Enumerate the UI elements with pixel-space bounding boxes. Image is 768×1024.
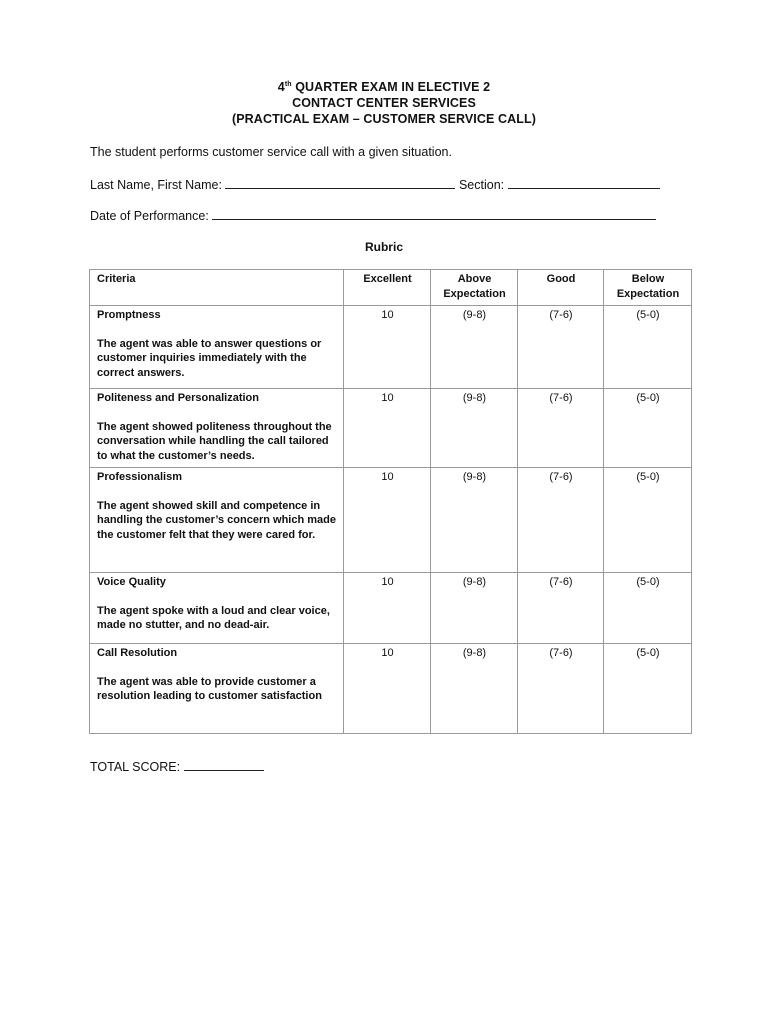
score-excellent: 10 bbox=[344, 389, 431, 468]
score-above-expectation: (9-8) bbox=[431, 573, 518, 644]
rubric-header-row bbox=[90, 270, 692, 306]
score-excellent: 10 bbox=[344, 573, 431, 644]
criteria-description: The agent was able to provide customer a resolution leading to customer satisfaction bbox=[97, 675, 322, 702]
criteria-cell bbox=[90, 573, 344, 644]
score-below-expectation: (5-0) bbox=[604, 573, 692, 644]
rubric-table bbox=[89, 269, 692, 734]
criteria-name: Call Resolution bbox=[97, 647, 178, 659]
score-below-expectation: (5-0) bbox=[604, 389, 692, 468]
table-row bbox=[90, 644, 692, 734]
criteria-cell bbox=[90, 644, 344, 734]
criteria-cell bbox=[90, 389, 344, 468]
criteria-description: The agent showed skill and competence in handling the customer’s concern which made the customer felt that they were cared for. bbox=[97, 499, 336, 541]
score-below-expectation: (5-0) bbox=[604, 644, 692, 734]
score-excellent: 10 bbox=[344, 306, 431, 389]
criteria-name: Professionalism bbox=[97, 471, 182, 483]
score-above-expectation: (9-8) bbox=[431, 389, 518, 468]
course-title: CONTACT CENTER SERVICES bbox=[292, 96, 476, 110]
name-blank[interactable] bbox=[225, 177, 455, 189]
exam-title-rest: QUARTER EXAM IN ELECTIVE 2 bbox=[291, 80, 491, 94]
total-score-blank[interactable] bbox=[184, 759, 264, 771]
header-above-expectation: Above Expectation bbox=[431, 270, 518, 306]
score-good: (7-6) bbox=[518, 468, 604, 573]
exam-title bbox=[0, 80, 768, 94]
score-excellent: 10 bbox=[344, 468, 431, 573]
score-below-expectation: (5-0) bbox=[604, 468, 692, 573]
criteria-description: The agent showed politeness throughout the conversation while handling the call tailored to what the customer’s needs. bbox=[97, 420, 332, 462]
criteria-description: The agent spoke with a loud and clear voice, made no stutter, and no dead-air. bbox=[97, 604, 330, 631]
section-blank[interactable] bbox=[508, 177, 660, 189]
exam-title-number: 4 bbox=[277, 80, 285, 94]
exam-subtitle: (PRACTICAL EXAM – CUSTOMER SERVICE CALL) bbox=[231, 112, 537, 126]
total-score-label: TOTAL SCORE: bbox=[90, 760, 181, 774]
name-label: Last Name, First Name: bbox=[90, 178, 222, 192]
header-below-expectation: Below Expectation bbox=[604, 270, 692, 306]
header-criteria: Criteria bbox=[90, 270, 344, 306]
date-label: Date of Performance: bbox=[90, 209, 209, 223]
header-good: Good bbox=[518, 270, 604, 306]
rubric-title: Rubric bbox=[364, 240, 403, 254]
criteria-name: Voice Quality bbox=[97, 576, 166, 588]
section-label: Section: bbox=[458, 178, 505, 192]
table-row bbox=[90, 573, 692, 644]
score-above-expectation: (9-8) bbox=[431, 468, 518, 573]
score-above-expectation: (9-8) bbox=[431, 644, 518, 734]
score-good: (7-6) bbox=[518, 573, 604, 644]
criteria-name: Politeness and Personalization bbox=[97, 392, 259, 404]
total-score-line bbox=[90, 759, 264, 774]
date-line bbox=[90, 208, 656, 223]
score-good: (7-6) bbox=[518, 644, 604, 734]
criteria-name: Promptness bbox=[97, 309, 161, 321]
table-row bbox=[90, 468, 692, 573]
score-good: (7-6) bbox=[518, 389, 604, 468]
score-good: (7-6) bbox=[518, 306, 604, 389]
criteria-description: The agent was able to answer questions or customer inquiries immediately with the correct answers. bbox=[97, 337, 322, 379]
criteria-cell bbox=[90, 306, 344, 389]
score-below-expectation: (5-0) bbox=[604, 306, 692, 389]
criteria-cell bbox=[90, 468, 344, 573]
score-above-expectation: (9-8) bbox=[431, 306, 518, 389]
score-excellent: 10 bbox=[344, 644, 431, 734]
name-section-line bbox=[90, 177, 660, 192]
header-excellent: Excellent bbox=[344, 270, 431, 306]
table-row bbox=[90, 389, 692, 468]
exam-title-superscript: th bbox=[284, 80, 292, 88]
table-row bbox=[90, 306, 692, 389]
instructions: The student performs customer service call with a given situation. bbox=[90, 145, 452, 159]
date-blank[interactable] bbox=[212, 208, 656, 220]
